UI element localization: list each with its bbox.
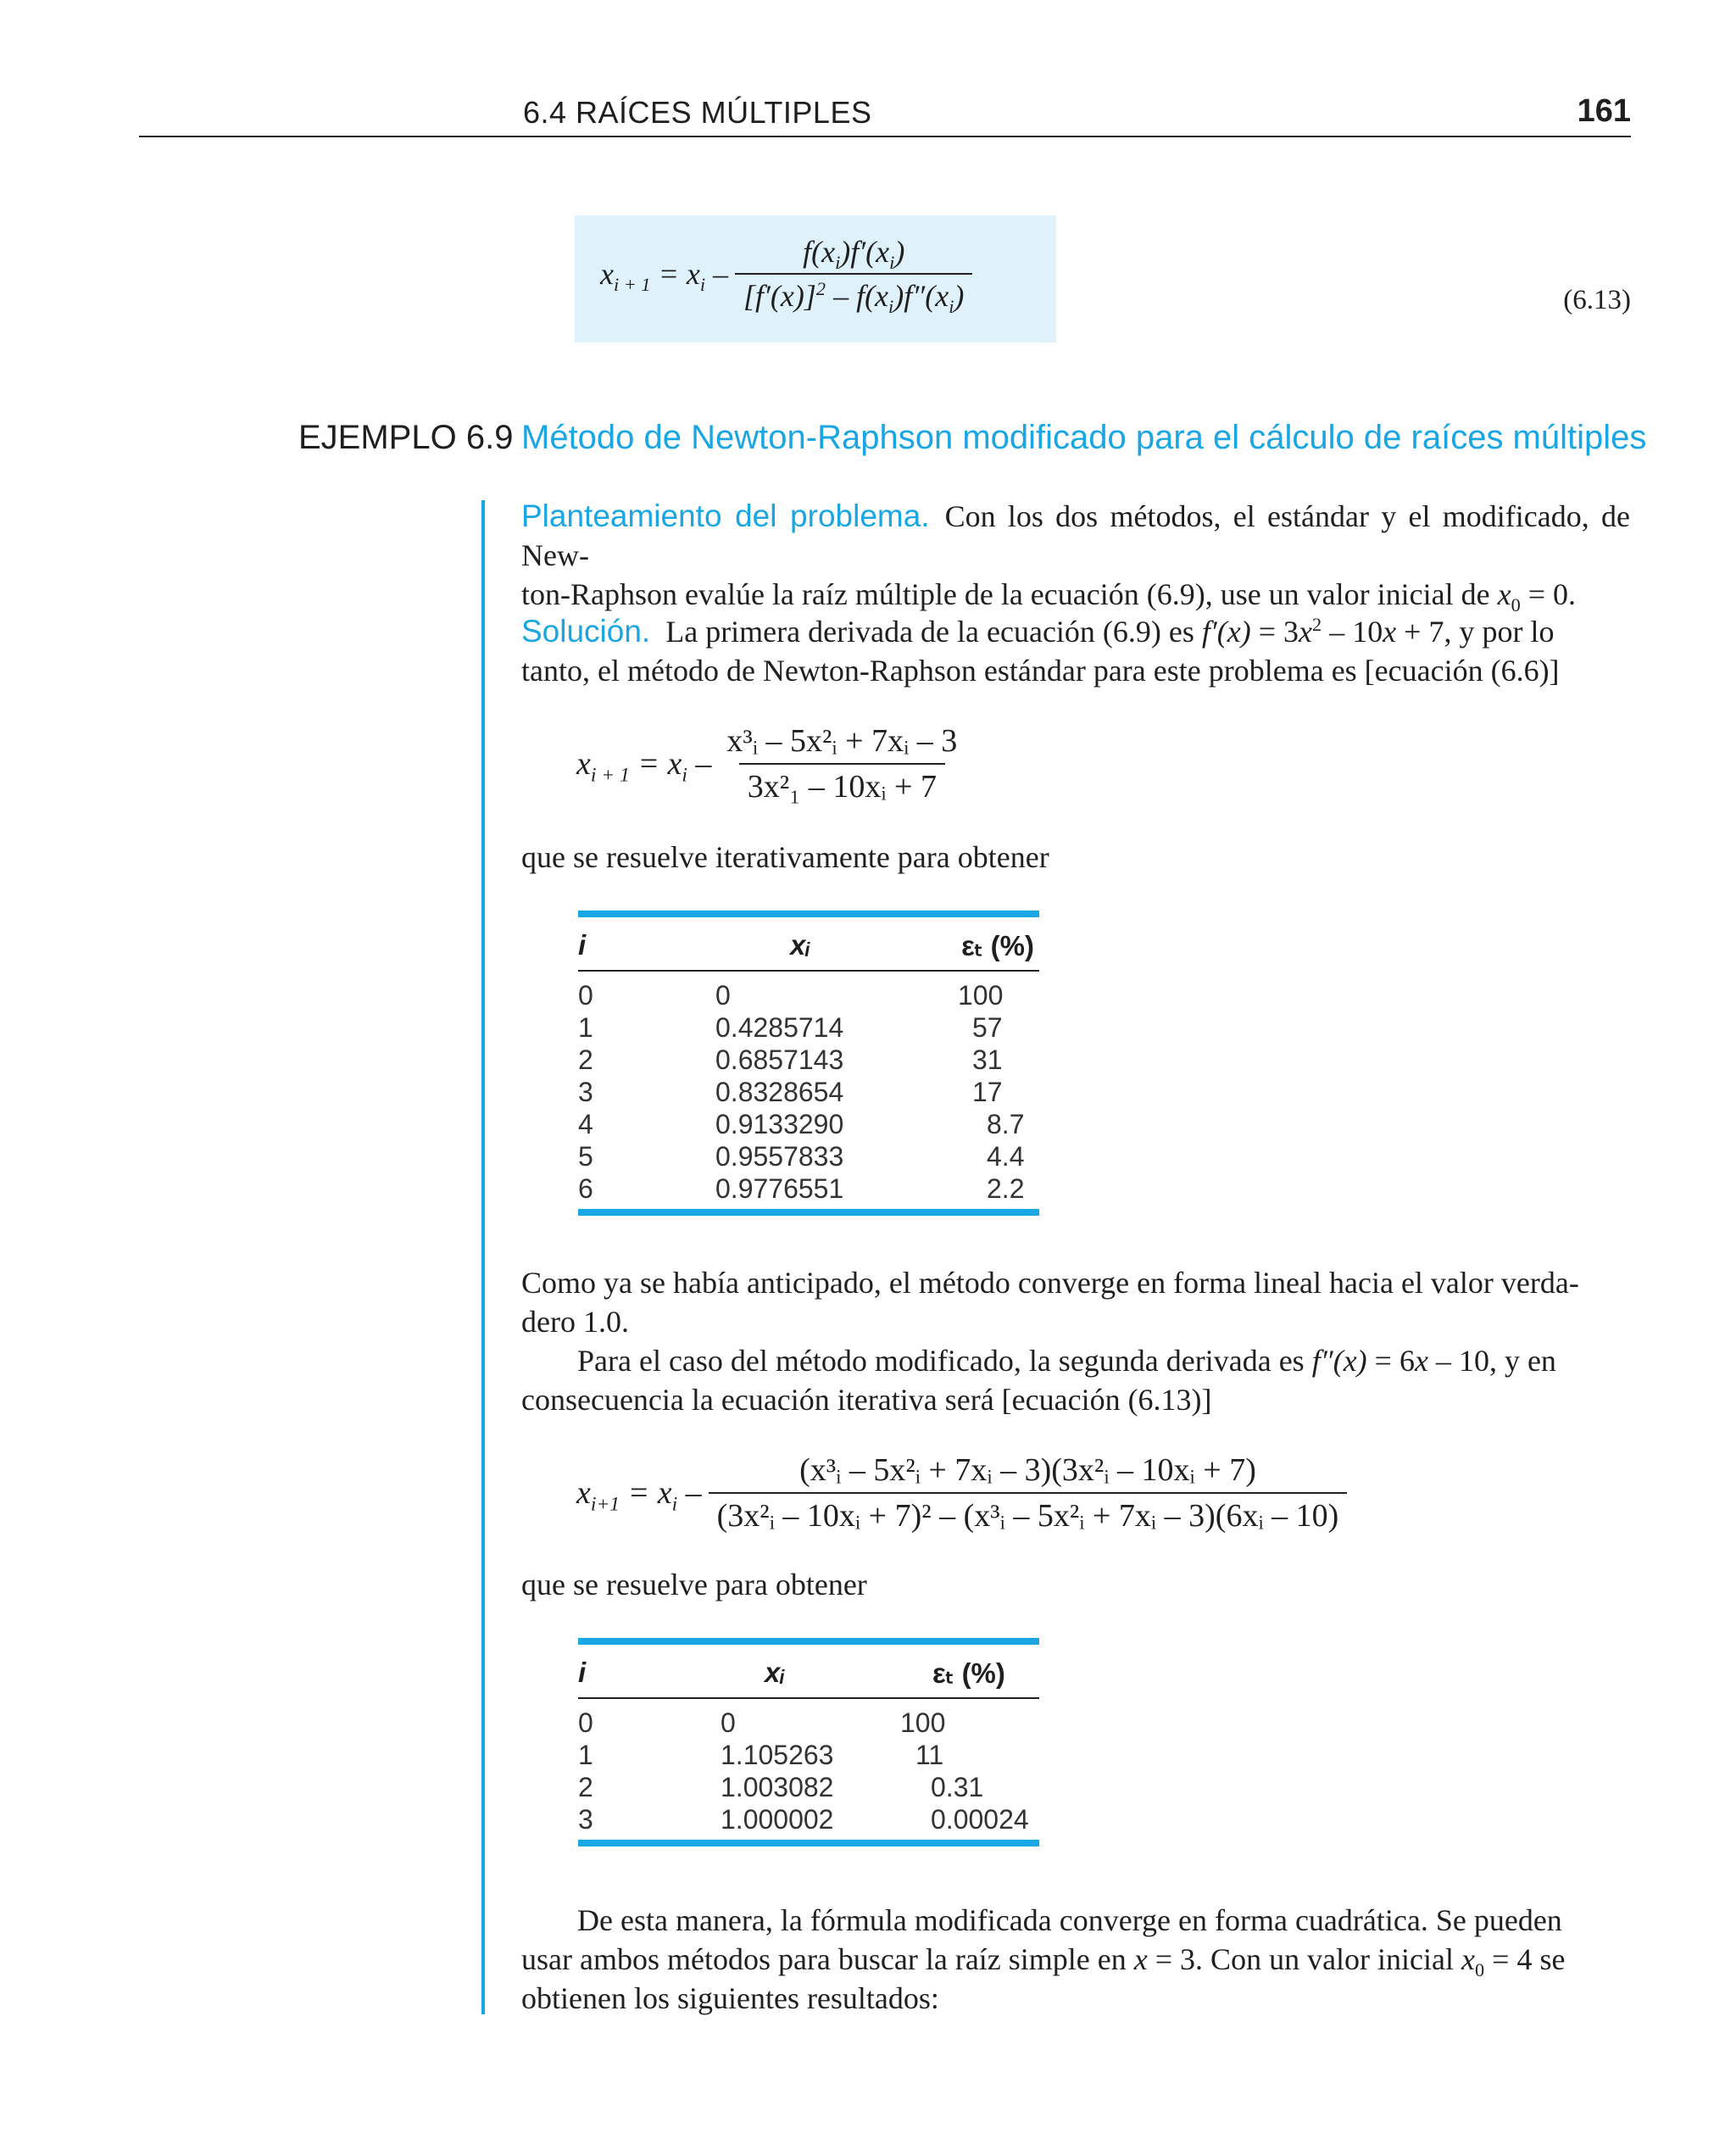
cell-x: 0 (721, 1707, 736, 1738)
table-row (578, 1738, 1039, 1770)
cell-i: 2 (578, 1772, 593, 1802)
final-paragraph: De esta manera, la fórmula modificada converge en forma cuadrática. Se pueden usar ambos métodos para buscar la raíz simple en x = 3. Con un valor inicial $x_0 = 4$ se obtienen los siguientes resultados: (521, 1903, 1566, 2015)
cell-error: 2.2 (987, 1173, 1025, 1204)
problem-lead: Planteamiento del problema. (521, 499, 930, 533)
cell-x: 1.003082 (721, 1772, 834, 1802)
cell-i: 3 (578, 1077, 593, 1107)
cell-x: 0.9557833 (715, 1141, 844, 1172)
equation-box (575, 215, 1056, 343)
table-row (578, 1075, 1039, 1107)
text-after-equation-2: que se resuelve para obtener (521, 1568, 867, 1601)
example-side-bar (481, 500, 485, 2014)
cell-error: 17 (972, 1077, 1003, 1107)
text-after-equation-1: que se resuelve iterativamente para obtener (521, 840, 1049, 874)
cell-x: 0.8328654 (715, 1077, 844, 1107)
equation-modified: $x_{i+1} = x_i$ – $\frac{\text{(x³ᵢ – 5x²ᵢ + 7xᵢ – 3)(3x²ᵢ – 10xᵢ + 7)}}{\text{(3x²ᵢ – 10xᵢ + 7)² – (x³ᵢ – 5x²ᵢ + 7xᵢ – 3)(6xᵢ – 10)}}$ (576, 1451, 1347, 1535)
cell-x: 0.9776551 (715, 1173, 844, 1204)
example-label: EJEMPLO 6.9 (298, 419, 514, 456)
cell-error: 31 (972, 1044, 1003, 1075)
table-header: i xᵢ εₜ (%) (578, 1645, 1039, 1699)
solution-lead: Solución. (521, 614, 651, 649)
cell-error: 100 (900, 1707, 946, 1738)
table-row (578, 1107, 1039, 1139)
table-row (578, 978, 1039, 1011)
table-row (578, 1802, 1039, 1835)
table-row (578, 1011, 1039, 1043)
cell-error: 0.31 (931, 1772, 984, 1802)
cell-x: 1.105263 (721, 1740, 834, 1770)
cell-i: 4 (578, 1109, 593, 1139)
cell-error: 0.00024 (931, 1804, 1029, 1835)
cell-error: 8.7 (987, 1109, 1025, 1139)
page-number: 161 (1577, 93, 1631, 129)
running-head: 6.4 RAÍCES MÚLTIPLES (523, 95, 872, 130)
equation-number: (6.13) (1563, 285, 1631, 315)
equation-standard: $x_{i + 1} = x_i$ – $\frac{\text{x³ᵢ – 5x²ᵢ + 7xᵢ – 3}}{\text{3x²₁ – 10xᵢ + 7}}$ (576, 723, 958, 805)
cell-error: 100 (958, 980, 1004, 1011)
iteration-table-modified (578, 1638, 1039, 1846)
cell-i: 5 (578, 1141, 593, 1172)
solution-paragraph: Solución. La primera derivada de la ecuación (6.9) es $f'(x) = 3x^2 - 10x + 7$, y por lo tanto, el método de Newton-Raphson estándar para este problema es [ecuación (6.6)] (521, 614, 1560, 688)
cell-x: 0.6857143 (715, 1044, 844, 1075)
table-header: i xᵢ εₜ (%) (578, 917, 1039, 972)
converge-paragraph: Como ya se había anticipado, el método converge en forma lineal hacia el valor verda- dero 1.0. (521, 1266, 1579, 1339)
cell-x: 0.4285714 (715, 1012, 844, 1043)
cell-x: 0.9133290 (715, 1109, 844, 1139)
cell-error: 57 (972, 1012, 1003, 1043)
cell-error: 4.4 (987, 1141, 1025, 1172)
cell-i: 1 (578, 1740, 593, 1770)
cell-i: 3 (578, 1804, 593, 1835)
cell-i: 0 (578, 1707, 593, 1738)
problem-paragraph: Planteamiento del problema. Con los dos métodos, el estándar y el modificado, de New- ton-Raphson evalúe la raíz múltiple de la ecuación (6.9), use un valor inicial de $x_0 = 0$. (521, 499, 1630, 616)
table-row (578, 1139, 1039, 1172)
iteration-table-standard (578, 911, 1039, 1216)
cell-x: 0 (715, 980, 731, 1011)
cell-i: 6 (578, 1173, 593, 1204)
modified-paragraph: Para el caso del método modificado, la segunda derivada es f″(x) = 6x – 10, y en consecuencia la ecuación iterativa será [ecuación (6.13)] (521, 1344, 1556, 1417)
table-row (578, 1706, 1039, 1738)
cell-x: 1.000002 (721, 1804, 834, 1835)
table-row (578, 1043, 1039, 1075)
table-row (578, 1172, 1039, 1204)
equation-6-13: $x_{i + 1} = x_i$ – $\frac{f(x_i)f'(x_i)}{[f'(x)]^2 - f(x_i)f''(x_i)}$ (600, 234, 972, 314)
example-title: Método de Newton-Raphson modificado para el cálculo de raíces múltiples (521, 419, 1647, 456)
cell-error: 11 (915, 1740, 944, 1770)
cell-i: 2 (578, 1044, 593, 1075)
cell-i: 1 (578, 1012, 593, 1043)
header-rule (139, 136, 1631, 137)
table-row (578, 1770, 1039, 1802)
cell-i: 0 (578, 980, 593, 1011)
